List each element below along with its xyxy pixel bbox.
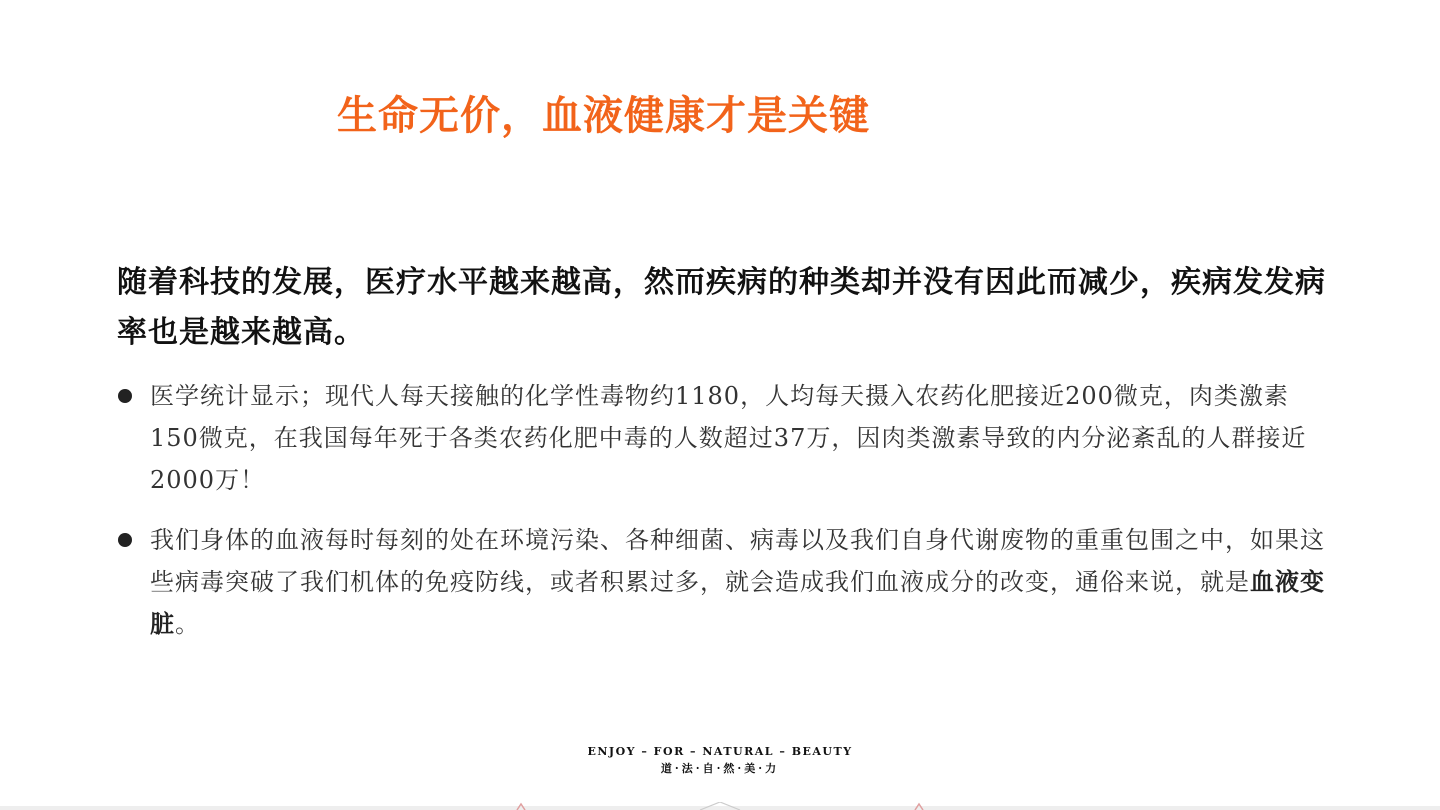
bullet-text: 医学统计显示；现代人每天接触的化学性毒物约1180，人均每天摄入农药化肥接近200微克，肉类激素150微克，在我国每年死于各类农药化肥中毒的人数超过37万，因肉类激素导致的内分泌紊乱的人群接近2000万！ [150, 382, 1307, 494]
bullet-dot-icon [118, 389, 132, 403]
list-item [117, 375, 1337, 501]
bullet-text-main: 我们身体的血液每时每刻的处在环境污染、各种细菌、病毒以及我们自身代谢废物的重重包围之中，如果这些病毒突破了我们机体的免疫防线，或者积累过多，就会造成我们血液成分的改变，通俗来说，就是 [150, 526, 1325, 596]
list-item [117, 519, 1337, 645]
bullet-text-emphasis: 血液变脏 [150, 568, 1325, 638]
bullet-dot-icon [118, 533, 132, 547]
footer-brand [0, 744, 1440, 778]
bullet-text [150, 519, 1337, 645]
bullet-text-end: 。 [175, 610, 200, 638]
bullet-list [117, 375, 1337, 663]
footer-slogan-en: ENJOY – FOR – NATURAL – BEAUTY [587, 745, 853, 758]
bottom-decoration-icon [515, 802, 935, 810]
footer-slogan-cn: 道·法·自·然·美·力 [660, 762, 780, 775]
intro-paragraph: 随着科技的发展，医疗水平越来越高，然而疾病的种类却并没有因此而减少，疾病发发病率也是越来越高。 [117, 265, 1326, 350]
slide-title: 生命无价，血液健康才是关键 [337, 93, 870, 139]
